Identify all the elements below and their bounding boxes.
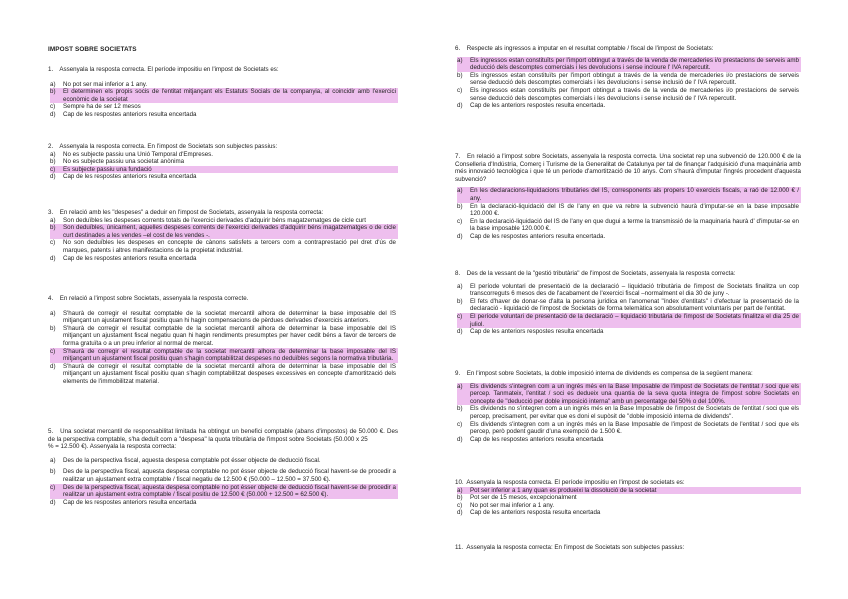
question-4 bbox=[48, 295, 398, 386]
question-number: 9. bbox=[455, 370, 461, 377]
question-text: 3. En relació amb les "despeses" a deduir en l'impost de Societats, assenyala la resposta correcta: bbox=[48, 209, 324, 216]
option-a[interactable]: a) Son deduïbles les despeses corrents totals de l'exercici derivades d'adquirir béns magatzematges de cicle curt bbox=[50, 216, 366, 224]
option-d[interactable]: d) Cap de les respostes anteriors resulta encertada bbox=[50, 498, 197, 506]
question-text: 5. Una societat mercantil de responsabilitat limitada ha obtingut un benefici comptable (abans d'impostos) de 50.000 €. Des de la perspectiva comptable, s'ha deduït com a "despesa" la quota tributària de l'impost sobre Societats (50.000 x 25 bbox=[48, 428, 398, 443]
question-1 bbox=[48, 66, 398, 119]
question-6 bbox=[455, 45, 801, 110]
question-text: 11. Assenyala la resposta correcta: En l'impost de Societats son subjectes passius: bbox=[455, 544, 685, 551]
option-d[interactable]: d) Cap de les respostes anteriors resulta encertada. bbox=[457, 232, 606, 240]
option-d[interactable]: d) Cap de les anteriors resposta resulta encertada bbox=[457, 509, 601, 517]
question-number: 4. bbox=[48, 295, 54, 302]
question-number: 11. bbox=[455, 544, 464, 551]
option-b[interactable]: b) Els dividends no s'integren com a un ingrés més en la Base Imposable de l'impost de Societats de l'entitat / soci que els percep, precisament, per evitar que es doni el supòsit de "doble imposició interna de dividends". bbox=[457, 405, 799, 420]
option-b[interactable]: b) El determinen els propis socis de l'entitat mitjançant els Estatuts Socials de la companyia, al coincidir amb l'exercici econòmic de la societat bbox=[50, 88, 396, 103]
option-c[interactable]: c) Sempre ha de ser 12 mesos bbox=[50, 103, 141, 111]
option-b[interactable]: b) Els ingressos estan constituïts per l'import obtingut a través de la venda de mercaderies i/o prestacions de serveis sense deducció dels descomptes comercials i les devolucions i sense inclusió de l' IVA repercutit. bbox=[457, 71, 799, 87]
option-d[interactable]: d) S'haurà de corregir el resultat comptable de la societat mercantil alhora de determinar la base imposable del IS mitjançant un ajustament fiscal positiu quan s'hagin comptabilitzat despeses excessives en concepte d'amortització dels elements de l'immobilitzat material. bbox=[50, 362, 396, 385]
option-c[interactable]: c) Els dividends s'integren com a un ingrés més en la Base Imposable de l'impost de Societats de l'entitat / soci que els percep, però podent gaudir d'una exempció de 1.500 €. bbox=[457, 420, 799, 436]
question-9 bbox=[455, 370, 801, 443]
option-c[interactable]: c) No pot ser mai inferior a 1 any. bbox=[457, 501, 555, 509]
question-8 bbox=[455, 270, 801, 336]
option-b[interactable]: b) No es subjecte passiu una societat anònima bbox=[50, 158, 185, 166]
question-number: 8. bbox=[455, 270, 461, 277]
option-b[interactable]: b) S'haurà de corregir el resultat comptable de la societat mercantil alhora de determinar la base imposable del IS mitjançant un ajustament fiscal negatiu quan hi hagin rendiments presumptes per haver cedit béns a favor de tercers de forma gratuïta o a un preu inferior al normal de mercat. bbox=[50, 324, 396, 347]
question-5 bbox=[48, 428, 398, 506]
option-d[interactable]: d) Cap de les respostes anteriors resulta encertada bbox=[457, 435, 604, 443]
option-a[interactable]: a) Pot ser inferior a 1 any quan es produeixi la dissolució de la societat bbox=[457, 487, 801, 495]
option-d[interactable]: d) Cap de les respostes anteriors resulta encertada bbox=[50, 110, 197, 118]
option-c[interactable]: c) Es subjecte passiu una fundació bbox=[50, 166, 398, 174]
option-b[interactable]: b) Des de la perspectiva fiscal, aquesta despesa comptable no pot ésser objecte de deducció fiscal havent-se de procedir a realitzar un ajustament extra comptable / fiscal negatiu de 12.500 € (50.000 – 12.500 = 37.500 €). bbox=[50, 468, 396, 483]
option-c[interactable]: c) El període voluntari de presentació de la declaració – liquidació tributària de l'impost de Societats finalitza el dia 25 de juliol. bbox=[457, 312, 799, 328]
option-a[interactable]: a) Des de la perspectiva fiscal, aquesta despesa comptable pot ésser objecte de deducció fiscal. bbox=[50, 456, 321, 464]
option-a[interactable]: a) No es subjecte passiu una Unió Temporal d'Empreses. bbox=[50, 150, 213, 158]
option-a[interactable]: a) En les declaracions-liquidacions tributàries del IS, corresponents als propers 10 exercicis fiscals, a raó de 12.000 € / any. bbox=[457, 187, 799, 202]
question-3 bbox=[48, 209, 398, 262]
option-a[interactable]: a) No pot ser mai inferior a 1 any. bbox=[50, 80, 148, 88]
option-a[interactable]: a) Els dividends s'integren com a un ingrés més en la Base Imposable de l'impost de Societats de l'entitat / soci que els percep. Tanmateix, l'entitat / soci es dedueix una quantia de la seva quota íntegra de l'impost sobre Societats en concepte de "deducció per doble imposició interna" amb un percentatge del 50% o del 100%. bbox=[457, 382, 799, 405]
question-text: 4. En relació a l'impost sobre Societats, assenyala la resposta correcte. bbox=[48, 295, 249, 302]
option-d[interactable]: d) Cap de les anteriors respostes resulta encertada. bbox=[457, 102, 606, 110]
option-d[interactable]: d) Cap de les respostes anteriors resulta encertada bbox=[50, 254, 197, 262]
question-number: 7. bbox=[455, 153, 461, 160]
question-text: 1. Assenyala la resposta correcta. El període impositiu en l'impost de Societats es: bbox=[48, 66, 279, 73]
question-11 bbox=[455, 544, 801, 552]
document-title: IMPOST SOBRE SOCIETATS bbox=[48, 46, 137, 53]
question-text: 2. Assenyala la resposta correcta. En l'impost de Societats son subjectes passius: bbox=[48, 143, 278, 150]
question-number: 3. bbox=[48, 209, 54, 216]
question-text: 10. Assenyala la resposta correcta. El període impositiu en l'impost de societats es: bbox=[455, 479, 685, 486]
question-number: 5. bbox=[48, 428, 54, 435]
option-d[interactable]: d) Cap de les respostes anteriors resulta encertada bbox=[50, 173, 197, 181]
question-7 bbox=[455, 153, 801, 241]
question-text: 9. En l'impost sobre Societats, la doble imposició interna de dividends es compensa de la següent manera: bbox=[455, 370, 753, 377]
option-b[interactable]: b) El fets d'haver de donar-se d'alta la persona jurídica en l'anomenat "índex d'entitats" i d'efectuar la presentació de la declaració - liquidació de l'impost de Societats de forma telemàtica son absolutament voluntaris per part de l'entitat. bbox=[457, 297, 799, 313]
option-a[interactable]: a) S'haurà de corregir el resultat comptable de la societat mercantil alhora de determinar la base imposable del IS mitjançant un ajustament fiscal positiu quan hi hagin compensacions de pèrdues derivades d'exercicis anteriors. bbox=[50, 309, 396, 325]
option-c[interactable]: c) S'haurà de corregir el resultat comptable de la societat mercantil alhora de determinar la base imposable del IS mitjançant un ajustament fiscal positiu quan s'hagin comptabilitzat despeses no deduïbles segons la normativa tributària. bbox=[50, 347, 396, 363]
question-number: 10. bbox=[455, 479, 464, 486]
question-10 bbox=[455, 479, 801, 517]
question-number: 6. bbox=[455, 45, 461, 52]
option-d[interactable]: d) Cap de les anteriors respostes resulta encertada bbox=[457, 328, 604, 336]
question-text: 8. Des de la vessant de la "gestió tributària" de l'impost de Societats, assenyala la resposta correcta: bbox=[455, 270, 736, 277]
question-text-continued: % = 12.500 €). Assenyala la resposta correcta: bbox=[48, 443, 177, 451]
option-c[interactable]: c) Els ingressos estan constituïts per l'import obtingut a través de la venda de mercaderies i/o prestacions de serveis sense deducció dels descomptes comercials i les devolucions i sense inclusió de l' IVA repercutit. bbox=[457, 86, 799, 102]
option-a[interactable]: a) El període voluntari de presentació de la declaració – liquidació tributària de l'impost de Societats finalitza un cop transcorreguts 6 mesos des de l'acabament de l'exercici fiscal –normalment el dia 30 de juny -. bbox=[457, 282, 799, 298]
option-c[interactable]: c) No son deduïbles les despeses en concepte de cànons satisfets a tercers com a contraprestació pel dret d'ús de marques, patents i altres manifestacions de la propietat industrial. bbox=[50, 239, 396, 254]
question-text: 7. En relació a l'impost sobre Societats, assenyala la resposta correcta. Una societat rep una subvenció de 120.000 € de la Conselleria d'Indústria, Comerç i Turisme de la Generalitat de Catalunya per tal de finançar l'adquisició d'una maquinària amb més innovació tecnològica i que té un període d'amortització de 10 anys. Com s'haurà d'imputar l'ingrés procedent d'aquesta subvenció? bbox=[455, 153, 801, 183]
option-a[interactable]: a) Els ingressos estan constituïts per l'import obtingut a través de la venda de mercaderies i/o prestacions de serveis amb deducció dels descomptes comercials i les devolucions i sense incloure l' IVA repercutit. bbox=[457, 56, 799, 72]
option-c[interactable]: c) Des de la perspectiva fiscal, aquesta despesa comptable no pot ésser objecte de deducció fiscal havent-se de procedir a realitzar un ajustament extra comptable / fiscal positiu de 12.500 € (50.000 + 12.500 = 62.500 €). bbox=[50, 483, 396, 499]
option-b[interactable]: b) Pot ser de 15 mesos, excepcionalment bbox=[457, 494, 577, 502]
question-number: 1. bbox=[48, 66, 54, 73]
option-c[interactable]: c) En la declaració-liquidació del IS de l'any en que dugui a terme la transmissió de la maquinaria haurà d' d'imputar-se en la base imposable 120.000 €. bbox=[457, 217, 799, 233]
question-text: 6. Respecte als ingressos a imputar en el resultat comptable / fiscal de l'impost de Societats: bbox=[455, 45, 714, 52]
question-2 bbox=[48, 143, 398, 181]
question-number: 2. bbox=[48, 143, 54, 150]
option-b[interactable]: b) En la declaració-liquidació del IS de l'any en que va rebre la subvenció haurà d'imputar-se en la base imposable 120.000 €. bbox=[457, 202, 799, 218]
option-b[interactable]: b) Son deduïbles, únicament, aquelles despeses corrents de l'exercici derivades d'adquirir béns magatzematges o de cicle curt destinades a les vendes –el cost de les vendes -. bbox=[50, 224, 396, 239]
